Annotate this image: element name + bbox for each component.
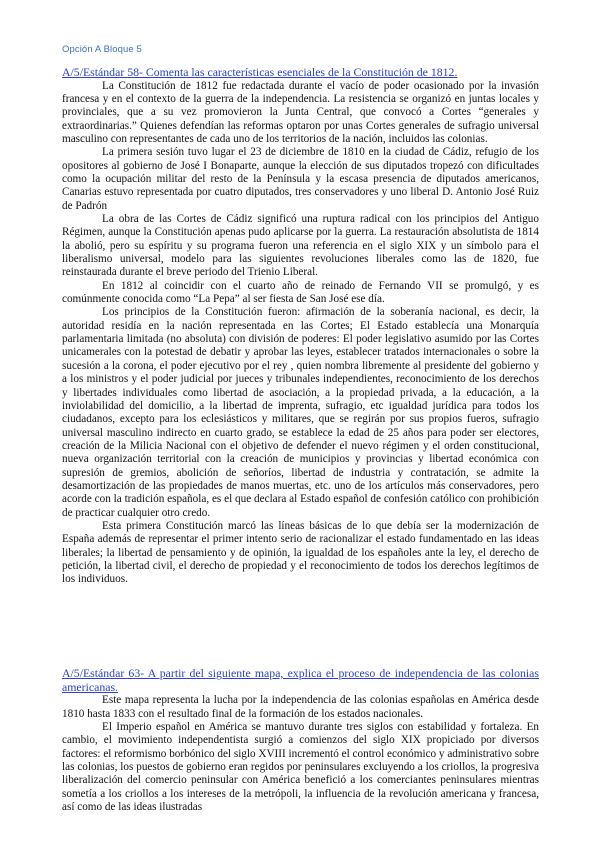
paragraph: En 1812 al coincidir con el cuarto año de reinado de Fernando VII se promulgó, y es comúnmente conocida como “La Pepa” al ser fiesta de San José ese día. — [62, 279, 539, 306]
paragraph: La primera sesión tuvo lugar el 23 de diciembre de 1810 en la ciudad de Cádiz, refugio de los opositores al gobierno de José I Bonaparte, aunque la elección de sus diputados tropezó con dificultades como la ocupación militar del resto de la Península y la escasa presencia de diputados americanos, Canarias estuvo representada por cuatro diputados, tres conservadores y uno liberal D. Antonio José Ruiz de Padrón — [62, 146, 539, 212]
paragraph: El Imperio español en América se mantuvo durante tres siglos con estabilidad y fortaleza. En cambio, el movimiento independentista surgió a comienzos del siglo XIX propiciado por diversos factores: el reformismo borbónico del siglo XVIII incrementó el control económico y administrativo sobre las colonias, los puestos de gobierno eran regidos por peninsulares excluyendo a los criollos, la progresiva liberalización del comercio peninsular con América benefició a los comerciantes peninsulares mientras sometía a los criollos a los intereses de la metrópoli, la influencia de la revolución americana y francesa, así como de las ideas ilustradas — [62, 720, 539, 813]
page-header: Opción A Bloque 5 — [62, 44, 142, 55]
paragraph: Esta primera Constitución marcó las líneas básicas de lo que debía ser la modernización de España además de representar el primer intento serio de racionalizar el estado fundamentado en las ideas liberales; la libertad de pensamiento y de opinión, la igualdad de los españoles ante la ley, el derecho de petición, la libertad civil, el derecho de propiedad y el reconocimiento de todos los derechos legítimos de los individuos. — [62, 519, 539, 586]
section-independencia-colonias — [62, 667, 539, 814]
section-constitucion-1812 — [62, 66, 539, 587]
paragraph: Los principios de la Constitución fueron: afirmación de la soberanía nacional, es decir, la autoridad residía en la nación representada en las Cortes; El Estado establecía una Monarquía parlamentaria limitada (no absoluta) con división de poderes: El poder legislativo asumido por las Cortes unicamerales con la potestad de debatir y aprobar las leyes, establecer tratados internacionales o sobre la sucesión a la corona, el poder ejecutivo por el rey , quien nombra libremente al presidente del gobierno y a los ministros y el poder judicial por jueces y tribunales independientes, reconocimiento de los derechos y libertades individuales como libertad de asociación, a la propiedad privada, a la educación, a la inviolabilidad del domicilio, a la libertad de imprenta, sufragio, etc igualdad jurídica para todos los ciudadanos, excepto para los eclesiásticos y militares, que se regirán por sus propios fueros, sufragio universal masculino indirecto en cuarto grado, se establece la edad de 25 años para poder ser electores, creación de la Milicia Nacional con el objetivo de defender el nuevo régimen y el orden constitucional, nueva organización territorial con la creación de municipios y provincias y libertad económica con supresión de gremios, abolición de señoríos, libertad de industria y contratación, se admite la desamortización de las propiedades de manos muertas, etc. uno de los artículos más conservadores, pero acorde con la tradición española, es el que declara al Estado español de confesión católico con prohibición de practicar cualquier otro credo. — [62, 306, 539, 519]
section-heading[interactable]: A/5/Estándar 58- Comenta las características esenciales de la Constitución de 1812. — [62, 65, 458, 79]
paragraph: Este mapa representa la lucha por la independencia de las colonias españolas en América desde 1810 hasta 1833 con el resultado final de la formación de los estados nacionales. — [62, 694, 539, 720]
paragraph: La Constitución de 1812 fue redactada durante el vacío de poder ocasionado por la invasión francesa y en el contexto de la guerra de la independencia. La resistencia se organizó en juntas locales y provinciales, que a su vez promovieron la Junta Central, que convocó a Cortes “generales y extraordinarias.” Quienes defendían las reformas optaron por unas Cortes generales de sufragio universal masculino con representantes de cada uno de los territorios de la nación, incluidos las colonias. — [62, 79, 539, 145]
section-heading[interactable]: A/5/Estándar 63- A partir del siguiente mapa, explica el proceso de independencia de las colonias americanas. — [62, 666, 539, 694]
paragraph: La obra de las Cortes de Cádiz significó una ruptura radical con los principios del Antiguo Régimen, aunque la Constitución apenas pudo aplicarse por la guerra. La restauración absolutista de 1814 la abolió, pero su espíritu y su programa fueron una referencia en el siglo XIX y un símbolo para el liberalismo universal, modelo para las siguientes revoluciones liberales como las de 1820, fue reinstaurada durante el breve periodo del Trienio Liberal. — [62, 213, 539, 279]
